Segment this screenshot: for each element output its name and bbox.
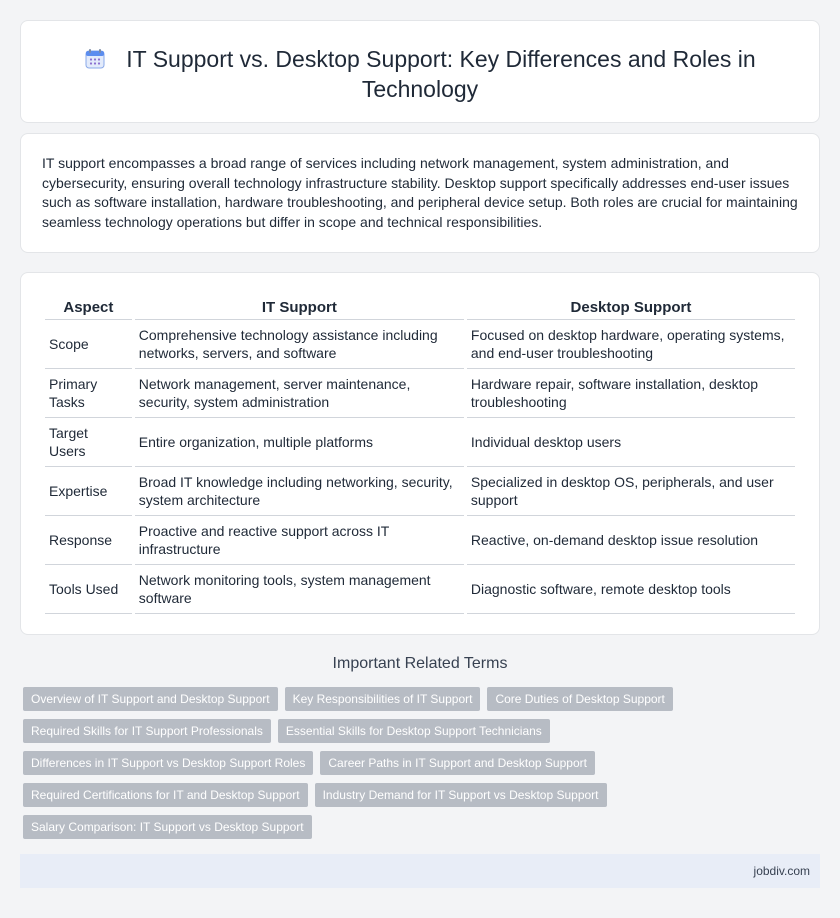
page-title: IT Support vs. Desktop Support: Key Differences and Roles in Technology: [126, 46, 756, 102]
page-title-wrap: [21, 44, 819, 104]
related-terms-heading: Important Related Terms: [332, 655, 508, 672]
related-term-tag[interactable]: Industry Demand for IT Support vs Desktop Support: [315, 783, 607, 807]
row-it-support: Proactive and reactive support across IT infrastructure: [135, 516, 464, 565]
related-term-tag[interactable]: Salary Comparison: IT Support vs Desktop Support: [23, 815, 312, 839]
related-term-tag[interactable]: Career Paths in IT Support and Desktop Support: [320, 751, 595, 775]
table-header-row: [45, 294, 795, 320]
row-desktop-support: Reactive, on-demand desktop issue resolution: [467, 516, 795, 565]
row-aspect: Response: [45, 516, 132, 565]
related-term-tag[interactable]: Required Certifications for IT and Desktop Support: [23, 783, 308, 807]
header-aspect: Aspect: [45, 294, 132, 320]
row-it-support: Network management, server maintenance, security, system administration: [135, 369, 464, 418]
row-it-support: Network monitoring tools, system management software: [135, 565, 464, 614]
row-aspect: Target Users: [45, 418, 132, 467]
related-term-tag[interactable]: Key Responsibilities of IT Support: [285, 687, 481, 711]
row-desktop-support: Hardware repair, software installation, desktop troubleshooting: [467, 369, 795, 418]
related-term-tag[interactable]: Essential Skills for Desktop Support Technicians: [278, 719, 550, 743]
comparison-table: [42, 294, 798, 614]
table-row: [45, 565, 795, 614]
footer-site-link[interactable]: jobdiv.com: [753, 864, 810, 878]
related-term-tag[interactable]: Core Duties of Desktop Support: [487, 687, 672, 711]
related-term-tag[interactable]: Overview of IT Support and Desktop Support: [23, 687, 278, 711]
row-aspect: Primary Tasks: [45, 369, 132, 418]
row-desktop-support: Specialized in desktop OS, peripherals, and user support: [467, 467, 795, 516]
row-desktop-support: Individual desktop users: [467, 418, 795, 467]
table-row: [45, 516, 795, 565]
row-desktop-support: Focused on desktop hardware, operating systems, and end-user troubleshooting: [467, 320, 795, 369]
related-terms-list: [23, 687, 803, 847]
table-row: [45, 467, 795, 516]
row-it-support: Comprehensive technology assistance including networks, servers, and software: [135, 320, 464, 369]
header-it-support: IT Support: [135, 294, 464, 320]
title-card: [20, 20, 820, 123]
row-aspect: Expertise: [45, 467, 132, 516]
related-term-tag[interactable]: Differences in IT Support vs Desktop Support Roles: [23, 751, 313, 775]
calendar-grid-icon: [84, 48, 106, 70]
comparison-card: [20, 272, 820, 635]
row-it-support: Entire organization, multiple platforms: [135, 418, 464, 467]
row-desktop-support: Diagnostic software, remote desktop tools: [467, 565, 795, 614]
related-term-tag[interactable]: Required Skills for IT Support Professionals: [23, 719, 271, 743]
intro-card: [20, 133, 820, 253]
intro-paragraph: IT support encompasses a broad range of services including network management, system administration, and cybersecurity, ensuring overall technology infrastructure stability. Desktop support specifically addresses end-user issues such as software installation, hardware troubleshooting, and peripheral device setup. Both roles are crucial for maintaining seamless technology operations but differ in scope and technical responsibilities.: [42, 155, 798, 230]
table-row: [45, 320, 795, 369]
footer: [20, 854, 820, 888]
table-row: [45, 369, 795, 418]
row-aspect: Tools Used: [45, 565, 132, 614]
row-it-support: Broad IT knowledge including networking, security, system architecture: [135, 467, 464, 516]
header-desktop-support: Desktop Support: [467, 294, 795, 320]
row-aspect: Scope: [45, 320, 132, 369]
table-row: [45, 418, 795, 467]
